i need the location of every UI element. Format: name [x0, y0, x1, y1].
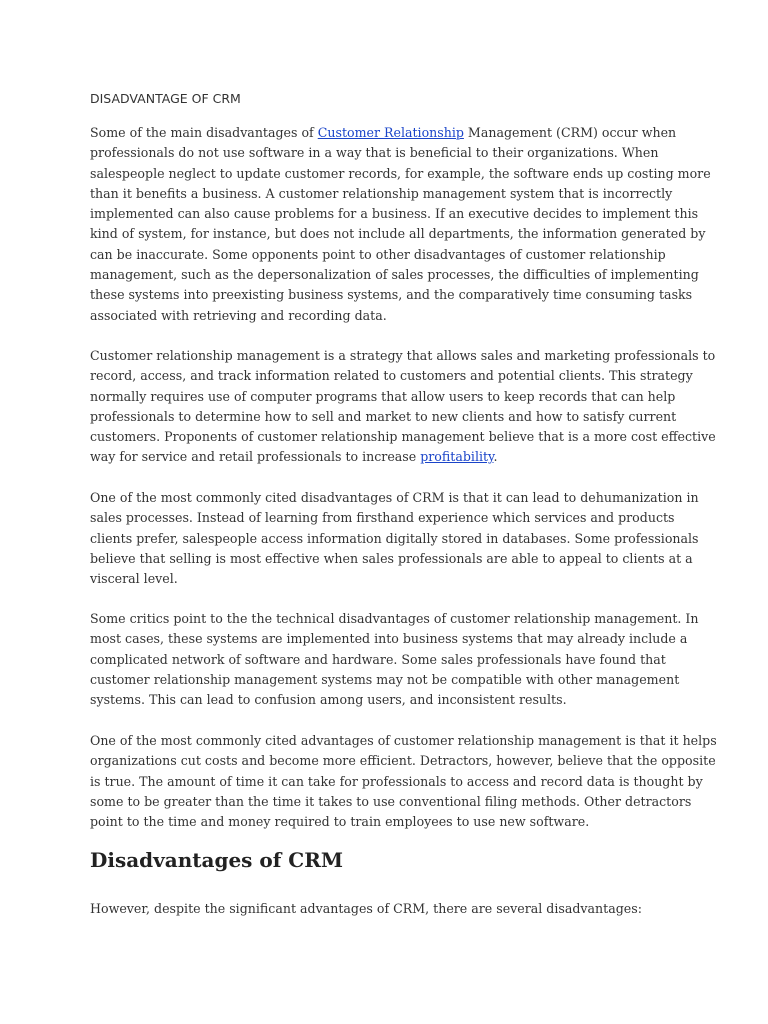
paragraph-line: customer relationship management systems may not be compatible with other management	[90, 671, 680, 687]
line-text: Management (CRM) occur when	[463, 125, 677, 140]
line-text: way for service and retail professionals to increase	[90, 449, 421, 465]
paragraph-line: One of the most commonly cited disadvantages of CRM is that it can lead to dehumanization in	[90, 490, 699, 505]
paragraph-line: sales processes. Instead of learning from firsthand experience which services and products	[90, 510, 675, 526]
paragraph	[90, 488, 699, 589]
paragraph-line: professionals do not use software in a way that is beneficial to their organizations. When	[90, 145, 659, 161]
paragraph-line	[90, 123, 690, 143]
paragraph-line: management, such as the depersonalization of sales processes, the difficulties of implementing	[90, 267, 699, 283]
paragraph-line: visceral level.	[90, 571, 178, 587]
paragraph-line: organizations cut costs and become more efficient. Detractors, however, believe that the opposite	[90, 753, 716, 769]
paragraph	[90, 731, 717, 832]
paragraph-line: kind of system, for instance, but does not include all departments, the information generated by	[90, 226, 706, 242]
closing-paragraph	[90, 899, 690, 919]
paragraph-line: can be inaccurate. Some opponents point to other disadvantages of customer relationship	[90, 246, 666, 262]
paragraph-line: customers. Proponents of customer relationship management believe that is a more cost effective	[90, 429, 716, 445]
paragraph-line: professionals to determine how to sell and market to new clients and how to satisfy current	[90, 408, 677, 424]
paragraph-line	[90, 447, 690, 467]
line-text: .	[493, 449, 498, 465]
paragraph-line: systems. This can lead to confusion among users, and inconsistent results.	[90, 692, 567, 708]
paragraph-line: is true. The amount of time it can take for professionals to access and record data is thought by	[90, 773, 703, 789]
paragraph	[90, 346, 716, 468]
line-text: Some of the main disadvantages of	[90, 125, 318, 140]
paragraph-line: point to the time and money required to train employees to use new software.	[90, 814, 590, 830]
section-title: DISADVANTAGE OF CRM	[90, 91, 241, 106]
paragraph-line: normally requires use of computer programs that allow users to keep records that can help	[90, 388, 676, 404]
paragraph-line: than it benefits a business. A customer relationship management system that is incorrectly	[90, 185, 673, 201]
paragraph-line: complicated network of software and hardware. Some sales professionals have found that	[90, 651, 666, 667]
paragraph-line: One of the most commonly cited advantages of customer relationship management is that it helps	[90, 733, 717, 748]
paragraph-line: record, access, and track information related to customers and potential clients. This strategy	[90, 368, 693, 384]
paragraph	[90, 609, 699, 710]
inline-link[interactable]: Customer Relationship	[317, 125, 464, 140]
paragraph-line: Customer relationship management is a strategy that allows sales and marketing professionals to	[90, 348, 716, 363]
paragraph-line: associated with retrieving and recording data.	[90, 307, 387, 323]
heading-disadvantages: Disadvantages of CRM	[90, 848, 343, 872]
paragraph-line: implemented can also cause problems for a business. If an executive decides to implement this	[90, 206, 699, 222]
inline-link[interactable]: profitability	[420, 449, 494, 465]
paragraph-line: clients prefer, salespeople access information digitally stored in databases. Some professionals	[90, 530, 699, 546]
paragraph-line: some to be greater than the time it takes to use conventional filing methods. Other detractors	[90, 793, 692, 809]
paragraph-line: However, despite the significant advantages of CRM, there are several disadvantages:	[90, 901, 642, 916]
paragraph-line: these systems into preexisting business systems, and the comparatively time consuming tasks	[90, 287, 693, 303]
paragraph	[90, 123, 711, 326]
paragraph-line: most cases, these systems are implemented into business systems that may already include a	[90, 631, 688, 647]
paragraph-line: Some critics point to the the technical disadvantages of customer relationship management. In	[90, 611, 699, 626]
paragraph-line: salespeople neglect to update customer records, for example, the software ends up costing more	[90, 165, 711, 181]
paragraph-line: believe that selling is most effective when sales professionals are able to appeal to clients at a	[90, 550, 693, 566]
